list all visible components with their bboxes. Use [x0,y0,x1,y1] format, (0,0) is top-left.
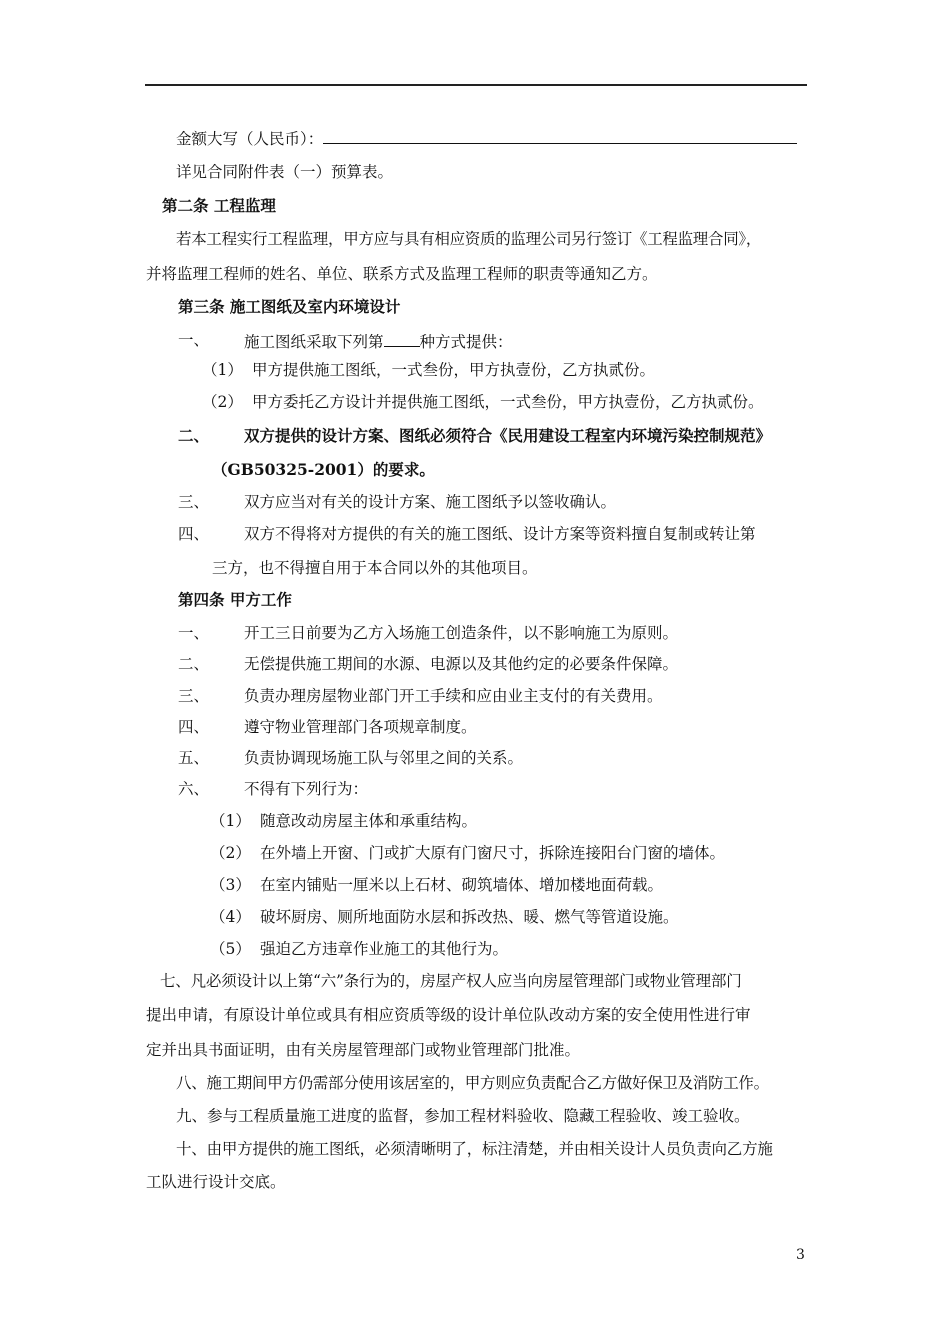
article3-sub1-text: 甲方提供施工图纸，一式叁份，甲方执壹份，乙方执贰份。 [252,361,656,379]
article2-title: 第二条 工程监理 [162,196,276,215]
article4-sub5-num: （5） [210,940,251,958]
article4-item6-text: 不得有下列行为： [244,780,369,798]
article4-item3-num: 三、 [178,687,210,705]
page-number: 3 [796,1247,805,1263]
article4-sub1-text: 随意改动房屋主体和承重结构。 [260,812,478,830]
article3-item2-text: 双方提供的设计方案、图纸必须符合《民用建设工程室内环境污染控制规范》 [244,426,772,445]
article4-item10-line2: 工队进行设计交底。 [146,1173,286,1191]
article4-item1-num: 一、 [178,624,210,642]
article3-title: 第三条 施工图纸及室内环境设计 [178,297,401,316]
article2-paragraph-line2: 并将监理工程师的姓名、单位、联系方式及监理工程师的职责等通知乙方。 [146,265,658,283]
article4-item7-line2: 提出申请，有原设计单位或具有相应资质等级的设计单位队改动方案的安全使用性进行审 [146,1006,751,1024]
article3-sub2-text: 甲方委托乙方设计并提供施工图纸，一式叁份，甲方执壹份，乙方执贰份。 [252,393,764,411]
article4-item2-text: 无偿提供施工期间的水源、电源以及其他约定的必要条件保障。 [244,655,679,673]
article4-item4-text: 遵守物业管理部门各项规章制度。 [244,718,477,736]
article3-item1-pre: 施工图纸采取下列第 [244,333,384,351]
article3-item1-post: 种方式提供： [419,333,513,351]
article4-item7-line1: 七、凡必须设计以上第“六”条行为的，房屋产权人应当向房屋管理部门或物业管理部门 [160,972,742,990]
article4-item4-num: 四、 [178,718,210,736]
article4-item3-text: 负责办理房屋物业部门开工手续和应由业主支付的有关费用。 [244,687,663,705]
article4-item10-line1: 十、由甲方提供的施工图纸，必须清晰明了，标注清楚，并由相关设计人员负责向乙方施 [176,1140,773,1158]
article4-sub4-text: 破坏厨房、厕所地面防水层和拆改热、暖、燃气等管道设施。 [260,908,679,926]
amount-line [176,127,797,149]
article3-sub2-num: （2） [202,393,243,411]
article3-item3-text: 双方应当对有关的设计方案、施工图纸予以签收确认。 [244,493,617,511]
article3-item3-num: 三、 [178,493,210,511]
article4-item9: 九、参与工程质量施工进度的监督，参加工程材料验收、隐藏工程验收、竣工验收。 [176,1107,750,1125]
article4-item2-num: 二、 [178,655,210,673]
article4-item5-num: 五、 [178,749,210,767]
article4-sub2-num: （2） [210,844,251,862]
article4-sub4-num: （4） [210,908,251,926]
header-rule [145,84,807,86]
article3-item1 [244,330,513,352]
article3-item4-num: 四、 [178,525,210,543]
article4-sub3-num: （3） [210,876,251,894]
article4-sub5-text: 强迫乙方违章作业施工的其他行为。 [260,940,509,958]
article4-sub3-text: 在室内铺贴一厘米以上石材、砌筑墙体、增加楼地面荷载。 [260,876,664,894]
article3-item4-text: 双方不得将对方提供的有关的施工图纸、设计方案等资料擅自复制或转让第 [244,525,756,543]
article3-item4-cont: 三方，也不得擅自用于本合同以外的其他项目。 [212,559,538,577]
amount-blank [323,127,797,144]
article2-paragraph-line1: 若本工程实行工程监理，甲方应与具有相应资质的监理公司另行签订《工程监理合同》， [176,230,762,248]
article3-sub1-num: （1） [202,361,243,379]
article4-item6-num: 六、 [178,780,210,798]
article4-item7-line3: 定并出具书面证明，由有关房屋管理部门或物业管理部门批准。 [146,1041,581,1059]
article3-item2-num: 二、 [178,426,210,445]
method-blank [384,330,420,347]
article4-item8: 八、施工期间甲方仍需部分使用该居室的，甲方则应负责配合乙方做好保卫及消防工作。 [176,1074,769,1092]
amount-label: 金额大写（人民币）： [176,130,324,148]
article4-item1-text: 开工三日前要为乙方入场施工创造条件，以不影响施工为原则。 [244,624,679,642]
budget-note: 详见合同附件表（一）预算表。 [176,163,394,181]
article4-sub1-num: （1） [210,812,251,830]
article4-sub2-text: 在外墙上开窗、门或扩大原有门窗尺寸，拆除连接阳台门窗的墙体。 [260,844,726,862]
article3-item1-num: 一、 [178,331,210,349]
article3-item2-cont: （GB50325-2001）的要求。 [212,460,435,479]
article4-title: 第四条 甲方工作 [178,590,292,609]
article4-item5-text: 负责协调现场施工队与邻里之间的关系。 [244,749,524,767]
